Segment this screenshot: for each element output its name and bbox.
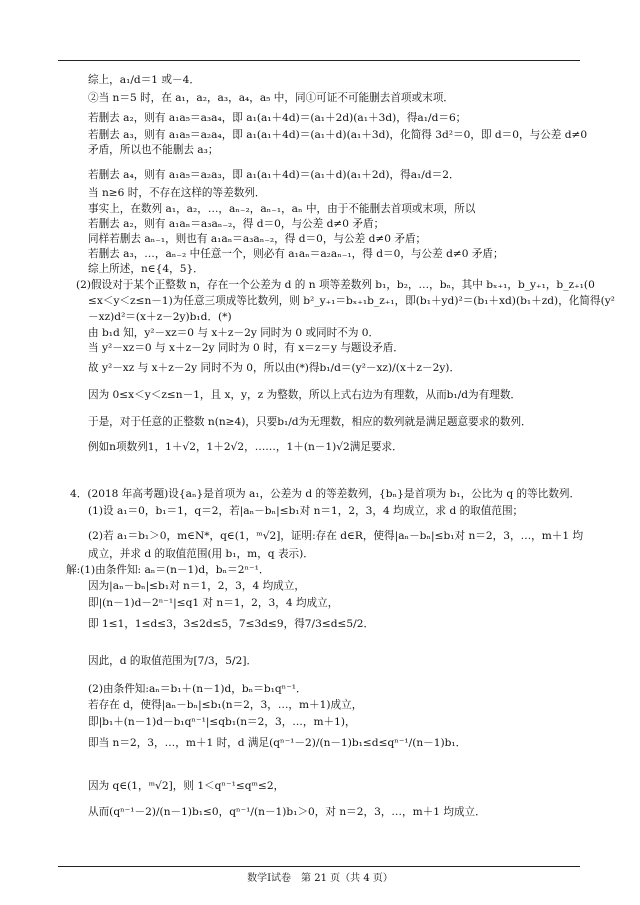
text-line: 由 b₁d 知，y²－xz＝0 与 x＋z－2y 同时为 0 或同时不为 0． [88, 327, 380, 339]
text-line: 综上，a₁/d＝1 或－4． [88, 74, 200, 86]
footer-rule [58, 866, 580, 867]
text-line: 因为|aₙ－bₙ|≤b₁对 n＝1，2，3，4 均成立， [88, 580, 305, 592]
text-line: (2)假设对于某个正整数 n，存在一个公差为 d 的 n 项等差数列 b₁，b₂，…，bₙ，其中 bₓ₊₁，b_y₊₁，b_z₊₁(0 [76, 279, 595, 291]
text-line: (2)由条件知:aₙ＝b₁＋(n－1)d，bₙ＝b₁qⁿ⁻¹． [88, 683, 307, 695]
page-footer: 数学Ⅰ试卷 第 21 页（共 4 页） [247, 873, 393, 884]
text-line: 若删去 a₃，则有 a₁a₅＝a₂a₄，即 a₁(a₁＋4d)＝(a₁＋d)(a₁＋3d)，化简得 3d²＝0，即 d＝0，与公差 d≠0 [88, 129, 588, 141]
text-line: 事实上，在数列 a₁，a₂，…，aₙ₋₂，aₙ₋₁，aₙ 中，由于不能删去首项或末项，所以 [88, 203, 476, 215]
text-line: 因为 0≤x＜y＜z≤n－1，且 x，y，z 为整数，所以上式右边为有理数，从而b₁/d为有理数． [88, 389, 522, 401]
text-line: 即|b₁＋(n－1)d－b₁qⁿ⁻¹|≤qb₁(n＝2，3，…，m＋1)， [88, 716, 356, 728]
text-line: 若删去 a₂，则有 a₁aₙ＝a₃aₙ₋₂，得 d＝0，与公差 d≠0 矛盾； [88, 218, 385, 230]
text-line: (2)若 a₁＝b₁＞0，m∈N*，q∈(1，ᵐ√2]，证明:存在 d∈R，使得|aₙ－bₙ|≤b₁对 n＝2，3，…，m＋1 均 [88, 530, 584, 542]
text-line: 若删去 a₄，则有 a₁a₅＝a₂a₃，即 a₁(a₁＋4d)＝(a₁＋d)(a₁＋2d)，得a₁/d＝2． [88, 169, 460, 181]
header-rule [58, 60, 580, 61]
text-line: 因为 q∈(1，ᵐ√2]，则 1＜qⁿ⁻¹≤qᵐ≤2， [88, 780, 285, 792]
text-line: 矛盾，所以也不能删去 a₃； [88, 144, 219, 156]
text-line: 若删去 a₃，…，aₙ₋₂ 中任意一个，则必有 a₁aₙ＝a₂aₙ₋₁，得 d＝0，与公差 d≠0 矛盾； [88, 248, 504, 260]
text-line: －xz)d²＝(x＋z－2y)b₁d．(*) [88, 311, 232, 323]
text-line: 故 y²－xz 与 x＋z－2y 同时不为 0，所以由(*)得b₁/d＝(y²－xz)/(x＋z－2y)． [88, 362, 461, 374]
text-line: 综上所述，n∈{4，5}． [88, 263, 204, 275]
text-line: 当 n≥6 时，不存在这样的等差数列． [88, 187, 266, 199]
text-line: 当 y²－xz＝0 与 x＋z－2y 同时为 0 时，有 x＝z＝y 与题设矛盾． [88, 342, 404, 354]
text-line: 即当 n＝2，3，…，m＋1 时，d 满足(qⁿ⁻¹－2)/(n－1)b₁≤d≤qⁿ⁻¹/(n－1)b₁． [88, 737, 467, 749]
text-line: (1)设 a₁＝0，b₁＝1，q＝2，若|aₙ－bₙ|≤b₁对 n＝1，2，3，4 均成立，求 d 的取值范围； [88, 505, 524, 517]
text-line: 解:(1)由条件知: aₙ＝(n－1)d，bₙ＝2ⁿ⁻¹． [66, 564, 270, 576]
text-line: ②当 n＝5 时，在 a₁，a₂，a₃，a₄，a₅ 中，同①可证不可能删去首项或末项． [88, 92, 454, 104]
text-line: 例如n项数列1，1＋√2，1＋2√2，……，1＋(n－1)√2满足要求． [88, 441, 403, 453]
text-line: 若存在 d，使得|aₙ－bₙ|≤b₁(n＝2，3，…，m＋1)成立， [88, 699, 363, 711]
text-line: 即|(n－1)d－2ⁿ⁻¹|≤q1 对 n＝1，2，3，4 均成立， [88, 597, 339, 609]
text-line: 4．(2018 年高考题)设{aₙ}是首项为 a₁，公差为 d 的等差数列，{bₙ}是首项为 b₁，公比为 q 的等比数列． [70, 488, 581, 500]
text-line: 因此，d 的取值范围为[7/3，5/2]． [88, 655, 258, 667]
text-line: ≤x＜y＜z≤n－1)为任意三项成等比数列，则 b²_y₊₁＝bₓ₊₁b_z₊₁，即(b₁＋yd)²＝(b₁＋xd)(b₁＋zd)，化简得(y² [88, 295, 615, 307]
text-line: 即 1≤1，1≤d≤3，3≤2d≤5，7≤3d≤9，得7/3≤d≤5/2． [88, 618, 375, 630]
text-line: 同样若删去 aₙ₋₁，则也有 a₁aₙ＝a₃aₙ₋₂，得 d＝0，与公差 d≠0 矛盾； [88, 233, 427, 245]
text-line: 成立，并求 d 的取值范围(用 b₁，m，q 表示)． [88, 548, 314, 560]
text-line: 若删去 a₂，则有 a₁a₅＝a₃a₄，即 a₁(a₁＋4d)＝(a₁＋2d)(a₁＋3d)，得a₁/d＝6； [88, 112, 467, 124]
text-line: 于是，对于任意的正整数 n(n≥4)，只要b₁/d为无理数，相应的数列就是满足题意要求的数列． [88, 416, 532, 428]
text-line: 从而(qⁿ⁻¹－2)/(n－1)b₁≤0，qⁿ⁻¹/(n－1)b₁＞0，对 n＝2，3，…，m＋1 均成立． [88, 806, 486, 818]
